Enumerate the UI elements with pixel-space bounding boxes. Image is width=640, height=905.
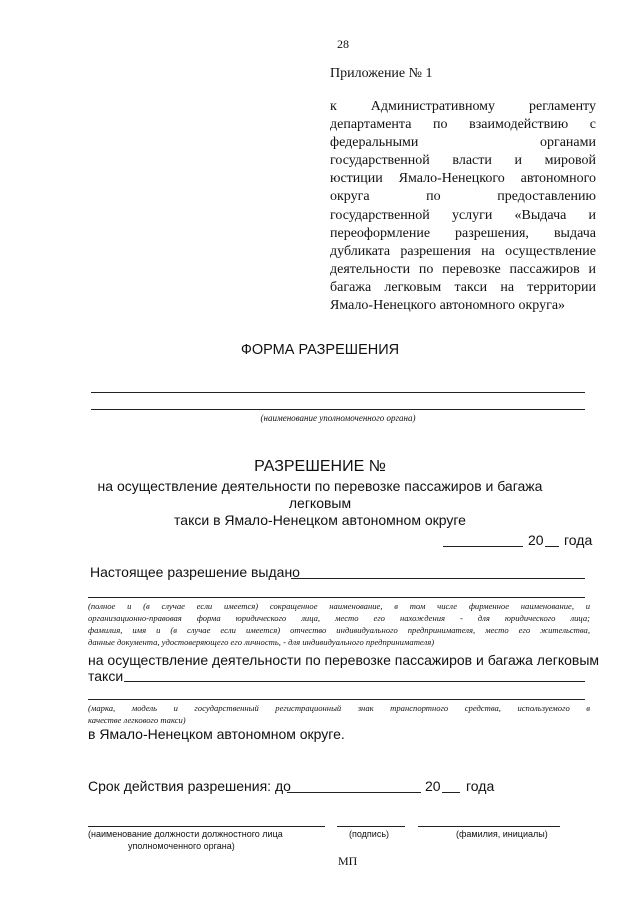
appendix-reference-line: округа по предоставлению (330, 189, 596, 205)
vehicle-caption (88, 702, 590, 726)
appendix-reference-line: дубликата разрешения на осуществление (330, 243, 596, 259)
appendix-reference-line: юстиции Ямало-Ненецкого автономного (330, 171, 596, 187)
authority-line-1 (91, 392, 585, 393)
appendix-reference-line: переоформление разрешения, выдача (330, 225, 596, 241)
page-number: 28 (337, 37, 349, 51)
issued-label: Настоящее разрешение выдано (90, 564, 300, 580)
appendix-reference-line: багажа легковым такси на территории (330, 279, 596, 295)
signature-caption: (подпись) (349, 829, 390, 839)
vehicle-line-1 (124, 681, 585, 682)
position-caption-line-2: уполномоченного органа) (128, 841, 235, 851)
date-blank-line (443, 546, 523, 547)
issued-caption-line: организационно-правовая форма юридического лица, место его нахождения - для юридического лица; (88, 613, 590, 623)
vehicle-caption-line: (марка, модель и государственный регистрационный знак транспортного средства, используемого в (88, 703, 590, 713)
form-title: ФОРМА РАЗРЕШЕНИЯ (240, 342, 400, 358)
issued-caption-line: данные документа, удостоверяющего его личность, - для индивидуального предпринимателя) (88, 637, 435, 647)
issued-caption-line: (полное и (в случае если имеется) сокращенное наименование, в том числе фирменное наименование, и (88, 601, 590, 611)
validity-year-prefix: 20 (425, 778, 441, 794)
validity-label: Срок действия разрешения: до (88, 778, 291, 794)
date-year-suffix: года (564, 532, 593, 548)
vehicle-line-2 (88, 699, 585, 700)
position-caption-line-1: (наименование должности должностного лица (88, 829, 283, 839)
appendix-reference-line: департамента по взаимодействию с (330, 117, 596, 133)
permit-subtitle (80, 478, 560, 529)
position-line (88, 826, 325, 827)
issued-line-1 (291, 578, 585, 579)
seal-label: МП (338, 854, 358, 868)
region-text: в Ямало-Ненецком автономном округе. (88, 726, 345, 742)
appendix-reference (330, 98, 596, 315)
date-year-blank (545, 546, 559, 547)
validity-year-blank (442, 792, 460, 793)
name-line (418, 826, 560, 827)
appendix-title: Приложение № 1 (330, 66, 433, 81)
appendix-reference-line: деятельности по перевозке пассажиров и (330, 261, 596, 277)
permit-title: РАЗРЕШЕНИЕ № (254, 458, 386, 475)
issued-caption (88, 600, 590, 648)
name-caption: (фамилия, инициалы) (456, 829, 548, 839)
appendix-reference-line: к Административному регламенту (330, 99, 596, 114)
appendix-reference-line: федеральными органами (330, 135, 596, 151)
appendix-reference-line: государственной услуги «Выдача и (330, 207, 596, 223)
appendix-reference-line: государственной власти и мировой (330, 153, 596, 169)
vehicle-caption-line: качестве легкового такси) (88, 715, 186, 725)
issued-line-2 (88, 597, 585, 598)
authority-caption: (наименование уполномоченного органа) (260, 413, 416, 423)
permit-subtitle-line: на осуществление деятельности по перевозке пассажиров и багажа легковым (97, 478, 543, 511)
appendix-reference-line: Ямало-Ненецкого автономного округа» (330, 298, 566, 314)
activity-line-2: такси (88, 668, 124, 684)
validity-year-suffix: года (466, 778, 495, 794)
validity-date-line (287, 792, 421, 793)
issued-caption-line: фамилия, имя и (в случае если имеется) отчество индивидуального предпринимателя, место его жительства, (88, 625, 590, 635)
signature-line (337, 826, 405, 827)
permit-subtitle-line: такси в Ямало-Ненецком автономном округе (174, 512, 466, 528)
authority-line-2 (91, 409, 585, 410)
activity-line-1: на осуществление деятельности по перевозке пассажиров и багажа легковым (88, 652, 600, 668)
date-year-prefix: 20 (528, 532, 544, 548)
